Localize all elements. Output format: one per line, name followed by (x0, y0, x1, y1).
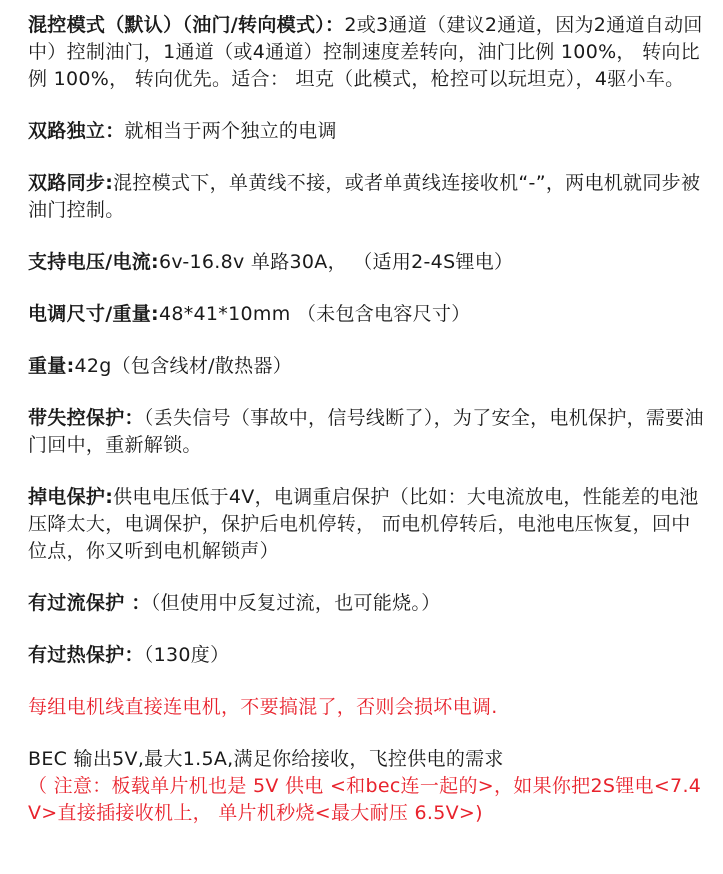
section-text: 供电电压低于4V，电调重启保护（比如：大电流放电，性能差的电池压降太大，电调保护，保护后电机停转， 而电机停转后，电池电压恢复，回中位点，你又听到电机解锁声） (28, 486, 699, 562)
section-mix-mode (28, 12, 709, 93)
bec-text: BEC 输出5V,最大1.5A,满足你给接收，飞控供电的需求 (28, 748, 504, 770)
section-label: 双路独立： (28, 120, 125, 142)
section-text: （但使用中反复过流，也可能烧。） (150, 592, 441, 614)
section-text: 2或3通道（建议2通道，因为2通道自动回中）控制油门，1通道（或4通道）控制速度差转向，油门比例 100%， 转向比例 100%， 转向优先。适合： 坦克（此模式，枪控可以玩坦克），4驱小车。 (28, 14, 703, 90)
section-size-weight (28, 301, 709, 328)
section-label: 有过流保护 ： (28, 592, 151, 614)
section-text: （丢失信号（事故中，信号线断了），为了安全，电机保护，需要油门回中，重新解锁。 (28, 407, 704, 456)
section-overcurrent (28, 590, 709, 617)
section-text: 48*41*10mm （未包含电容尺寸） (158, 303, 471, 325)
section-failsafe (28, 405, 709, 459)
section-weight (28, 353, 709, 380)
section-label: 支持电压/电流: (28, 251, 159, 273)
section-label: 电调尺寸/重量: (28, 303, 159, 325)
section-label: 重量: (28, 355, 75, 377)
section-label: 带失控保护： (28, 407, 144, 429)
section-text: 混控模式下，单黄线不接，或者单黄线连接收机“-”，两电机就同步被油门控制。 (28, 172, 701, 221)
bec-note: （ 注意：板载单片机也是 5V 供电 <和bec连一起的>，如果你把2S锂电<7.4V>直接插接收机上， 单片机秒烧<最大耐压 6.5V>) (28, 775, 702, 824)
section-dual-independent (28, 118, 709, 145)
section-voltage-current (28, 249, 709, 276)
section-label: 混控模式（默认）（油门/转向模式）： (28, 14, 345, 36)
section-text: 就相当于两个独立的电调 (124, 120, 337, 142)
section-label: 双路同步: (28, 172, 114, 194)
bec-block (28, 746, 709, 827)
section-dual-sync (28, 170, 709, 224)
section-text: 42g（包含线材/散热器） (74, 355, 293, 377)
section-text: 6v-16.8v 单路30A， （适用2-4S锂电） (158, 251, 514, 273)
section-overheat (28, 642, 709, 669)
warning-text: 每组电机线直接连电机，不要搞混了，否则会损坏电调. (28, 696, 498, 718)
section-text: （130度） (143, 644, 230, 666)
section-label: 掉电保护: (28, 486, 114, 508)
section-brownout (28, 484, 709, 565)
section-label: 有过热保护： (28, 644, 144, 666)
